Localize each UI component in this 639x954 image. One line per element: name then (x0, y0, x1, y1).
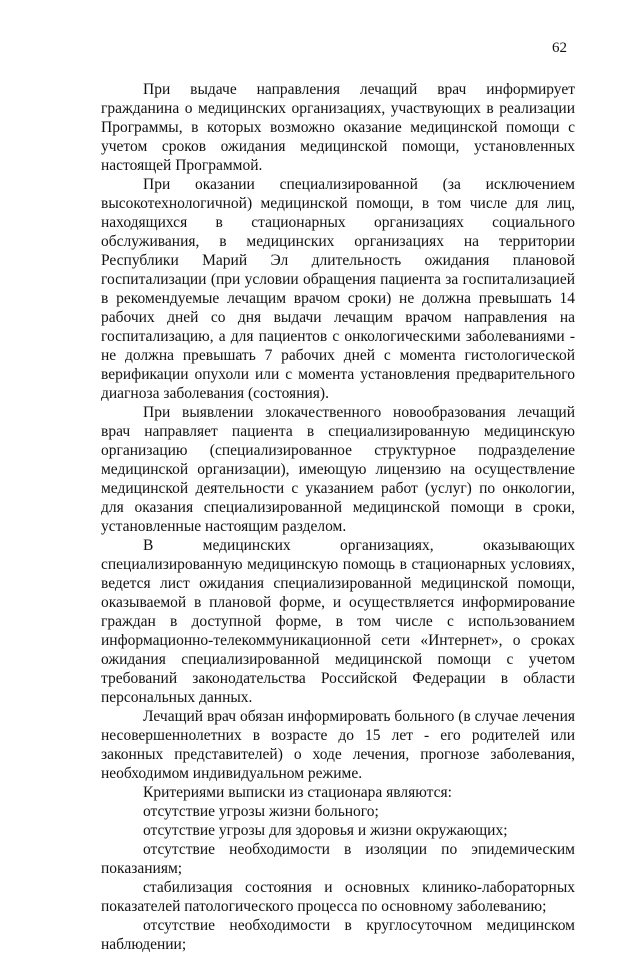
paragraph-hospitalization-wait: При оказании специализированной (за исключением высокотехнологичной) медицинской помощи, в том числе для лиц, находящихся в стационарных организациях социального обслуживания, в медицинских организациях на территории Республики Марий Эл длительность ожидания плановой госпитализации (при условии обращения пациента за госпитализацией в рекомендуемые лечащим врачом сроки) не должна превышать 14 рабочих дней со дня выдачи лечащим врачом направления на госпитализацию, а для пациентов с онкологическими заболеваниями - не должна превышать 7 рабочих дней с момента гистологической верификации опухоли или с момента установления предварительного диагноза заболевания (состояния). (101, 176, 575, 402)
discharge-criterion-item: стабилизация состояния и основных клинико-лабораторных показателей патологического процесса по основному заболеванию; (101, 879, 575, 915)
discharge-criterion-item: отсутствие необходимости в круглосуточном медицинском наблюдении; (101, 917, 575, 953)
paragraph-referral-info: При выдаче направления лечащий врач информирует гражданина о медицинских организациях, участвующих в реализации Программы, в которых возможно оказание медицинской помощи с учетом сроков ожидания медицинской помощи, установленных настоящей Программой. (101, 81, 575, 174)
paragraph-patient-information: Лечащий врач обязан информировать больного (в случае лечения несовершеннолетних в возрасте до 15 лет - его родителей или законных представителей) о ходе лечения, прогнозе заболевания, необходимом индивидуальном режиме. (101, 708, 575, 782)
paragraph-discharge-criteria-heading: Критериями выписки из стационара являются: (143, 784, 452, 801)
page-number: 62 (552, 40, 567, 56)
discharge-criterion-item: отсутствие угрозы для здоровья и жизни окружающих; (143, 822, 508, 839)
document-body (101, 80, 575, 954)
paragraph-waiting-list: В медицинских организациях, оказывающих специализированную медицинскую помощь в стационарных условиях, ведется лист ожидания специализированной медицинской помощи, оказываемой в плановой форме, и осуществляется информирование граждан в доступной форме, в том числе с использованием информационно-телекоммуникационной сети «Интернет», о сроках ожидания специализированной медицинской помощи с учетом требований законодательства Российской Федерации в области персональных данных. (101, 537, 575, 706)
discharge-criterion-item: отсутствие необходимости в изоляции по эпидемическим показаниям; (101, 841, 575, 877)
discharge-criterion-item: отсутствие угрозы жизни больного; (143, 803, 379, 820)
paragraph-oncology-referral: При выявлении злокачественного новообразования лечащий врач направляет пациента в специализированную медицинскую организацию (специализированное структурное подразделение медицинской организации), имеющую лицензию на осуществление медицинской деятельности с указанием работ (услуг) по онкологии, для оказания специализированной медицинской помощи в сроки, установленные настоящим разделом. (101, 404, 575, 535)
